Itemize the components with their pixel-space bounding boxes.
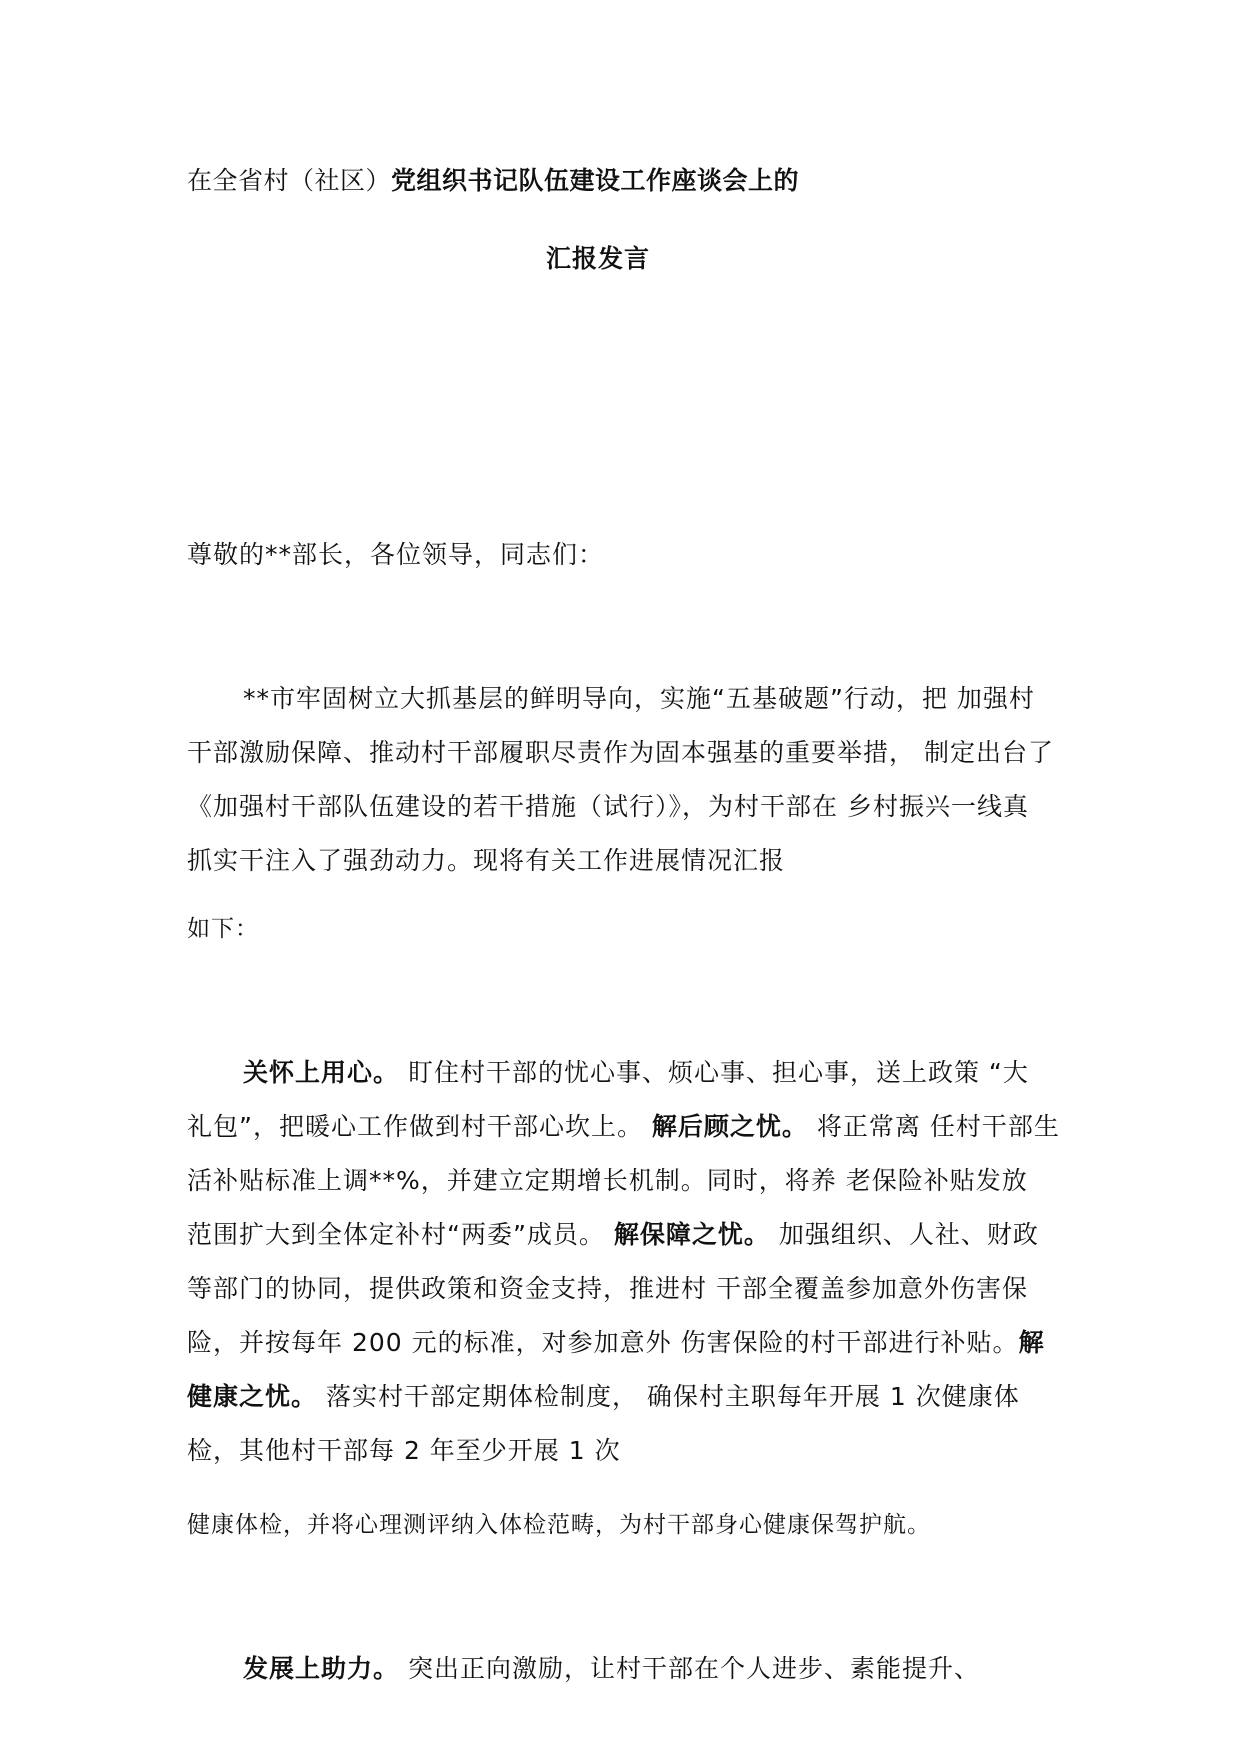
section1-line-4a: 范围扩大到全体定补村“两委”成员。 [187,1220,614,1249]
section1-line-7b: 落实村干部定期体检制度， 确保村主职每年开展 1 次健康体 [317,1382,1020,1411]
section1-line-2a: 礼包”，把暖心工作做到村干部心坎上。 [187,1112,652,1141]
section2-line-1-text: 突出正向激励，让村干部在个人进步、素能提升、 [399,1654,980,1683]
title-line-1 [187,166,799,196]
intro-line-1: **市牢固树立大抓基层的鲜明导向，实施“五基破题”行动，把 加强村 [243,684,1035,713]
section1-line-9: 健康体检，并将心理测评纳入体检范畴，为村干部身心健康保驾护航。 [187,1512,931,1538]
section1-line-8: 检，其他村干部每 2 年至少开展 1 次 [187,1436,621,1465]
title-line-2: 汇报发言 [546,244,651,273]
section1-line-6 [187,1328,1045,1358]
section1-line-4b: 加强组织、人社、财政 [769,1220,1039,1249]
title-prefix: 在全省村（社区） [187,166,392,195]
section1-line-7 [187,1382,1020,1412]
section1-sub-heading-3a: 解 [1018,1328,1045,1357]
section1-line-3: 活补贴标准上调**%，并建立定期增长机制。同时，将养 老保险补贴发放 [187,1166,1028,1195]
salutation: 尊敬的**部长，各位领导，同志们： [187,540,605,569]
section1-line-2 [187,1112,1060,1142]
section1-heading: 关怀上用心。 [243,1058,400,1087]
section1-line-4 [187,1220,1039,1250]
section2-line-1 [243,1654,980,1684]
section1-sub-heading-3b: 健康之忧。 [187,1382,318,1411]
intro-line-3: 《加强村干部队伍建设的若干措施（试行）》，为村干部在 乡村振兴一线真 [187,792,1029,821]
section2-heading: 发展上助力。 [243,1654,400,1683]
intro-line-2: 干部激励保障、推动村干部履职尽责作为固本强基的重要举措， 制定出台了 [187,738,1054,767]
intro-line-4: 抓实干注入了强劲动力。现将有关工作进展情况汇报 [187,846,786,875]
section1-line-2b: 将正常离 任村干部生 [807,1112,1060,1141]
section1-sub-heading-2: 解保障之忧。 [613,1220,770,1249]
section1-sub-heading-1: 解后顾之忧。 [651,1112,808,1141]
section1-line-1 [243,1058,1029,1088]
section1-line-6a: 险，并按每年 200 元的标准，对参加意外 伤害保险的村干部进行补贴。 [187,1328,1019,1357]
section1-line-1-text: 盯住村干部的忧心事、烦心事、担心事，送上政策 “大 [399,1058,1029,1087]
title-bold: 党组织书记队伍建设工作座谈会上的 [391,166,800,195]
intro-line-5: 如下： [187,916,259,942]
section1-line-5: 等部门的协同，提供政策和资金支持，推进村 干部全覆盖参加意外伤害保 [187,1274,1028,1303]
